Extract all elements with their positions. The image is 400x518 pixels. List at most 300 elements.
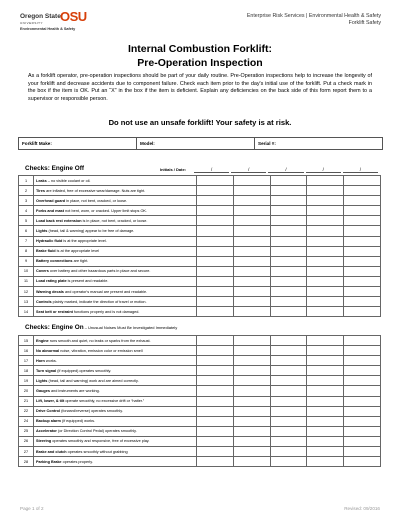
check-box[interactable]: [197, 436, 234, 446]
item-detail: are inflated, free of excessive wear/damage. Nuts are tight.: [45, 188, 146, 193]
item-detail: (or Direction Control Pedal) operates smoothly.: [56, 429, 137, 434]
check-box[interactable]: [307, 287, 344, 297]
section-title-engine-on: [25, 324, 177, 331]
check-box[interactable]: [270, 416, 307, 426]
check-box[interactable]: [344, 186, 381, 196]
checklist-row: [19, 336, 381, 346]
item-description: [34, 457, 197, 467]
safety-warning: Do not use an unsafe forklift! Your safety is at risk.: [108, 118, 292, 127]
item-description: [34, 256, 197, 266]
item-number: 27: [19, 447, 34, 457]
check-box[interactable]: [270, 276, 307, 286]
item-description: [34, 396, 197, 406]
item-detail: and operator's manual are present and readable.: [63, 289, 148, 294]
check-box[interactable]: [307, 206, 344, 216]
check-box[interactable]: [233, 457, 270, 467]
check-box[interactable]: [307, 376, 344, 386]
engine-off-checklist: [18, 175, 381, 317]
item-description: [34, 266, 197, 276]
check-box[interactable]: [344, 416, 381, 426]
item-detail: operate smoothly, no excessive drift or “hatter.”: [64, 399, 145, 404]
checklist-row: [19, 297, 381, 307]
item-number: 28: [19, 457, 34, 467]
check-box[interactable]: [307, 406, 344, 416]
check-box[interactable]: [233, 246, 270, 256]
checklist-row: [19, 416, 381, 426]
page-title: Internal Combustion Forklift:: [127, 43, 273, 55]
check-box[interactable]: [197, 186, 234, 196]
check-box[interactable]: [197, 386, 234, 396]
section-title-engine-off: Checks: Engine Off: [25, 165, 84, 172]
page-subtitle: Pre-Operation Inspection: [137, 57, 263, 69]
item-number: 2: [19, 186, 34, 196]
item-description: [34, 216, 197, 226]
check-box[interactable]: [197, 226, 234, 236]
check-box[interactable]: [197, 396, 234, 406]
check-box[interactable]: [307, 186, 344, 196]
model-label: Model:: [140, 141, 155, 146]
date-slot[interactable]: /: [268, 167, 303, 173]
check-box[interactable]: [233, 447, 270, 457]
check-box[interactable]: [270, 386, 307, 396]
item-detail: (head, tail and warning) work and are aimed correctly.: [47, 378, 139, 383]
item-detail: (head, tail & warning) appear to be free of damage.: [47, 229, 135, 234]
item-number: 10: [19, 266, 34, 276]
make-label: Forklift Make:: [22, 141, 52, 146]
logo-department: Environmental Health & Safety: [20, 27, 76, 31]
logo-university: UNIVERSITY: [20, 21, 44, 25]
checklist-row: [19, 236, 381, 246]
check-box[interactable]: [197, 406, 234, 416]
check-box[interactable]: [270, 366, 307, 376]
engine-on-checklist: [18, 335, 381, 467]
check-box[interactable]: [197, 426, 234, 436]
item-detail: works.: [44, 358, 57, 363]
item-detail: (if equipped) works.: [60, 419, 96, 424]
check-box[interactable]: [270, 457, 307, 467]
checklist-row: [19, 266, 381, 276]
check-box[interactable]: [307, 447, 344, 457]
item-number: 25: [19, 426, 34, 436]
initials-date-slots: [193, 167, 379, 173]
item-detail: is in place, not bent, cracked, or loose.: [81, 218, 148, 223]
checklist-row: [19, 246, 381, 256]
checklist-row: [19, 346, 381, 356]
check-box[interactable]: [197, 366, 234, 376]
check-box[interactable]: [344, 386, 381, 396]
item-number: 9: [19, 256, 34, 266]
item-number: 26: [19, 436, 34, 446]
checklist-row: [19, 287, 381, 297]
check-box[interactable]: [344, 297, 381, 307]
make-field[interactable]: [19, 138, 137, 149]
item-detail: is at the appropriate level: [55, 249, 100, 254]
check-box[interactable]: [197, 356, 234, 366]
item-description: [34, 346, 197, 356]
check-box[interactable]: [233, 206, 270, 216]
check-box[interactable]: [233, 426, 270, 436]
revision-date: Revised: 09/2016: [344, 506, 380, 511]
check-box[interactable]: [270, 226, 307, 236]
initials-date-label: Initials / Date:: [160, 167, 187, 172]
check-box[interactable]: [344, 457, 381, 467]
page-number: Page 1 of 2: [20, 506, 44, 511]
item-key: Accelerator: [36, 429, 57, 434]
check-box[interactable]: [307, 366, 344, 376]
check-box[interactable]: [233, 376, 270, 386]
item-key: Steering: [36, 439, 52, 444]
item-number: 18: [19, 366, 34, 376]
intro-paragraph: As a forklift operator, pre-operation inspections should be part of your daily routine. Pre-Operation inspections help to increase the longevity of your forklift and decrease accidents due to component failure. Check each item prior to the day's initial use of the forklift. Put a check mark in the box if the item is OK. Put an “X” in the box if the item is deficient. Explain any deficiencies on the back side of this form report them to a supervisor or responsible person.: [28, 73, 372, 102]
check-box[interactable]: [197, 336, 234, 346]
item-key: Load back rest extension: [36, 218, 82, 223]
check-box[interactable]: [270, 346, 307, 356]
check-box[interactable]: [197, 346, 234, 356]
check-box[interactable]: [197, 276, 234, 286]
check-box[interactable]: [197, 176, 234, 186]
item-key: Lights: [36, 378, 48, 383]
item-key: Overhead guard: [36, 198, 66, 203]
item-key: Drive Control: [36, 409, 61, 414]
item-number: 11: [19, 276, 34, 286]
check-box[interactable]: [197, 236, 234, 246]
item-detail: functions properly and is not damaged.: [72, 309, 140, 314]
item-key: Brake and clutch: [36, 449, 67, 454]
check-box[interactable]: [307, 356, 344, 366]
item-detail: runs smooth and quiet, no leaks or sparks from the exhaust.: [48, 338, 151, 343]
item-key: Seat belt or restraint: [36, 309, 73, 314]
check-box[interactable]: [270, 287, 307, 297]
item-number: 6: [19, 226, 34, 236]
item-description: [34, 246, 197, 256]
check-box[interactable]: [344, 336, 381, 346]
check-box[interactable]: [344, 366, 381, 376]
check-box[interactable]: [270, 196, 307, 206]
section-note: – Unusual Noises Must Be Investigated Immediately: [83, 325, 178, 330]
check-box[interactable]: [197, 216, 234, 226]
item-detail: is present and readable.: [66, 279, 109, 284]
check-box[interactable]: [270, 176, 307, 186]
checklist-row: [19, 396, 381, 406]
item-key: Tires: [36, 188, 46, 193]
item-number: 19: [19, 376, 34, 386]
check-box[interactable]: [197, 376, 234, 386]
check-box[interactable]: [307, 307, 344, 317]
checklist-row: [19, 376, 381, 386]
item-detail: operates smoothly without grabbing: [66, 449, 128, 454]
check-box[interactable]: [197, 447, 234, 457]
check-box[interactable]: [307, 297, 344, 307]
check-box[interactable]: [233, 346, 270, 356]
check-box[interactable]: [307, 226, 344, 236]
logo-wordmark: Oregon State: [20, 13, 61, 20]
check-box[interactable]: [344, 376, 381, 386]
check-box[interactable]: [344, 287, 381, 297]
check-box[interactable]: [270, 336, 307, 346]
item-detail: not bent, worn, or cracked. Upper limit stops OK.: [64, 208, 148, 213]
check-box[interactable]: [307, 216, 344, 226]
check-box[interactable]: [307, 246, 344, 256]
check-box[interactable]: [270, 406, 307, 416]
check-box[interactable]: [233, 366, 270, 376]
item-key: Controls: [36, 299, 52, 304]
model-field[interactable]: [137, 138, 255, 149]
check-box[interactable]: [197, 416, 234, 426]
item-description: [34, 226, 197, 236]
serial-field[interactable]: [255, 138, 382, 149]
item-number: 8: [19, 246, 34, 256]
check-box[interactable]: [307, 176, 344, 186]
check-box[interactable]: [344, 396, 381, 406]
check-box[interactable]: [307, 426, 344, 436]
item-description: [34, 336, 197, 346]
check-box[interactable]: [307, 436, 344, 446]
item-key: Lift, lower, & tilt: [36, 399, 65, 404]
check-box[interactable]: [233, 416, 270, 426]
logo-mark: OSU: [60, 9, 87, 24]
check-box[interactable]: [197, 297, 234, 307]
check-box[interactable]: [197, 457, 234, 467]
check-box[interactable]: [344, 266, 381, 276]
item-key: Warning decals: [36, 289, 64, 294]
check-box[interactable]: [233, 396, 270, 406]
check-box[interactable]: [233, 297, 270, 307]
item-number: 15: [19, 336, 34, 346]
item-key: Battery connections: [36, 259, 73, 264]
check-box[interactable]: [344, 226, 381, 236]
check-box[interactable]: [344, 307, 381, 317]
item-key: Load rating plate: [36, 279, 67, 284]
check-box[interactable]: [233, 256, 270, 266]
item-description: [34, 307, 197, 317]
check-box[interactable]: [233, 216, 270, 226]
checklist-row: [19, 386, 381, 396]
item-key: Brake fluid: [36, 249, 56, 254]
item-description: [34, 376, 197, 386]
check-box[interactable]: [307, 386, 344, 396]
check-box[interactable]: [197, 287, 234, 297]
date-slot[interactable]: /: [306, 167, 341, 173]
item-key: Lights: [36, 229, 48, 234]
item-number: 14: [19, 307, 34, 317]
check-box[interactable]: [270, 436, 307, 446]
check-box[interactable]: [344, 216, 381, 226]
check-box[interactable]: [233, 356, 270, 366]
check-box[interactable]: [233, 266, 270, 276]
check-box[interactable]: [307, 396, 344, 406]
checklist-row: [19, 256, 381, 266]
item-description: [34, 206, 197, 216]
item-key: Horn: [36, 358, 45, 363]
item-detail: and instruments are working.: [49, 389, 100, 394]
item-description: [34, 436, 197, 446]
check-box[interactable]: [307, 256, 344, 266]
forklift-info-bar: [18, 137, 383, 150]
check-box[interactable]: [197, 266, 234, 276]
item-description: [34, 186, 197, 196]
item-detail: plainly marked, indicate the direction of travel or motion.: [51, 299, 147, 304]
header-line-2: Forklift Safety: [348, 20, 381, 26]
item-description: [34, 426, 197, 436]
date-slot[interactable]: /: [343, 167, 378, 173]
item-description: [34, 287, 197, 297]
item-number: 24: [19, 416, 34, 426]
check-box[interactable]: [233, 186, 270, 196]
check-box[interactable]: [270, 307, 307, 317]
check-box[interactable]: [233, 406, 270, 416]
check-box[interactable]: [233, 436, 270, 446]
checklist-row: [19, 366, 381, 376]
item-number: 7: [19, 236, 34, 246]
check-box[interactable]: [270, 256, 307, 266]
item-key: Forks and mast: [36, 208, 65, 213]
checklist-row: [19, 276, 381, 286]
check-box[interactable]: [270, 216, 307, 226]
item-number: 21: [19, 396, 34, 406]
date-slot[interactable]: /: [231, 167, 266, 173]
check-box[interactable]: [344, 256, 381, 266]
check-box[interactable]: [307, 236, 344, 246]
checklist-row: [19, 307, 381, 317]
item-key: Leaks: [36, 178, 47, 183]
item-key: Engine: [36, 338, 49, 343]
item-detail: (if equipped) operates smoothly.: [56, 368, 112, 373]
check-box[interactable]: [197, 256, 234, 266]
check-box[interactable]: [233, 226, 270, 236]
check-box[interactable]: [344, 436, 381, 446]
checklist-row: [19, 186, 381, 196]
check-box[interactable]: [233, 386, 270, 396]
checklist-row: [19, 406, 381, 416]
item-detail: operates properly.: [61, 459, 93, 464]
checklist-row: [19, 226, 381, 236]
item-number: 16: [19, 346, 34, 356]
check-box[interactable]: [233, 336, 270, 346]
item-number: 1: [19, 176, 34, 186]
item-detail: in place, not bent, cracked, or loose.: [65, 198, 128, 203]
checklist-row: [19, 356, 381, 366]
serial-label: Serial #:: [258, 141, 276, 146]
check-box[interactable]: [307, 416, 344, 426]
check-box[interactable]: [270, 356, 307, 366]
item-key: Parking Brake: [36, 459, 62, 464]
check-box[interactable]: [344, 176, 381, 186]
check-box[interactable]: [307, 336, 344, 346]
check-box[interactable]: [307, 196, 344, 206]
item-number: 3: [19, 196, 34, 206]
check-box[interactable]: [344, 447, 381, 457]
check-box[interactable]: [270, 297, 307, 307]
check-box[interactable]: [233, 196, 270, 206]
check-box[interactable]: [270, 186, 307, 196]
item-description: [34, 176, 197, 186]
item-key: Hydraulic fluid: [36, 239, 63, 244]
item-detail: operates smoothly and responsive, free of excessive play.: [51, 439, 150, 444]
item-detail: over battery and other hazardous parts in place and secure.: [48, 269, 151, 274]
item-detail: (forward/reverse) operates smoothly.: [60, 409, 123, 414]
item-key: No abnormal: [36, 348, 60, 353]
check-box[interactable]: [197, 307, 234, 317]
check-box[interactable]: [233, 236, 270, 246]
check-box[interactable]: [270, 246, 307, 256]
item-detail: noise, vibration, emission color or emission smell: [59, 348, 143, 353]
checklist-row: [19, 176, 381, 186]
header-line-1: Enterprise Risk Services | Environmental Health & Safety: [246, 13, 381, 19]
check-box[interactable]: [344, 356, 381, 366]
check-box[interactable]: [233, 307, 270, 317]
item-description: [34, 196, 197, 206]
item-number: 22: [19, 406, 34, 416]
item-key: Turn signal: [36, 368, 57, 373]
check-box[interactable]: [344, 406, 381, 416]
item-description: [34, 406, 197, 416]
check-box[interactable]: [233, 287, 270, 297]
check-box[interactable]: [197, 206, 234, 216]
check-box[interactable]: [307, 457, 344, 467]
checklist-row: [19, 447, 381, 457]
item-number: 17: [19, 356, 34, 366]
check-box[interactable]: [307, 276, 344, 286]
page-header-right: [247, 13, 381, 27]
check-box[interactable]: [197, 246, 234, 256]
check-box[interactable]: [270, 206, 307, 216]
checklist-row: [19, 426, 381, 436]
check-box[interactable]: [270, 396, 307, 406]
check-box[interactable]: [270, 376, 307, 386]
checklist-row: [19, 457, 381, 467]
item-number: 20: [19, 386, 34, 396]
check-box[interactable]: [270, 426, 307, 436]
item-description: [34, 276, 197, 286]
item-description: [34, 297, 197, 307]
check-box[interactable]: [270, 447, 307, 457]
item-key: Backup alarm: [36, 419, 61, 424]
item-number: 13: [19, 297, 34, 307]
item-description: [34, 356, 197, 366]
check-box[interactable]: [270, 266, 307, 276]
check-box[interactable]: [344, 246, 381, 256]
check-box[interactable]: [233, 276, 270, 286]
checklist-row: [19, 216, 381, 226]
check-box[interactable]: [233, 176, 270, 186]
check-box[interactable]: [270, 236, 307, 246]
check-box[interactable]: [344, 426, 381, 436]
check-box[interactable]: [344, 196, 381, 206]
item-description: [34, 386, 197, 396]
item-description: [34, 416, 197, 426]
item-detail: are tight.: [72, 259, 89, 264]
check-box[interactable]: [307, 266, 344, 276]
item-key: Gauges: [36, 389, 50, 394]
check-box[interactable]: [344, 276, 381, 286]
item-detail: – no visible coolant or oil.: [46, 178, 91, 183]
check-box[interactable]: [197, 196, 234, 206]
item-number: 4: [19, 206, 34, 216]
item-detail: is at the appropriate level.: [62, 239, 107, 244]
checklist-row: [19, 436, 381, 446]
check-box[interactable]: [307, 346, 344, 356]
checklist-row: [19, 196, 381, 206]
section-title-engine-on-text: Checks: Engine On: [25, 324, 84, 331]
check-box[interactable]: [344, 206, 381, 216]
item-description: [34, 236, 197, 246]
item-number: 5: [19, 216, 34, 226]
item-description: [34, 447, 197, 457]
check-box[interactable]: [344, 346, 381, 356]
date-slot[interactable]: /: [194, 167, 229, 173]
check-box[interactable]: [344, 236, 381, 246]
item-description: [34, 366, 197, 376]
